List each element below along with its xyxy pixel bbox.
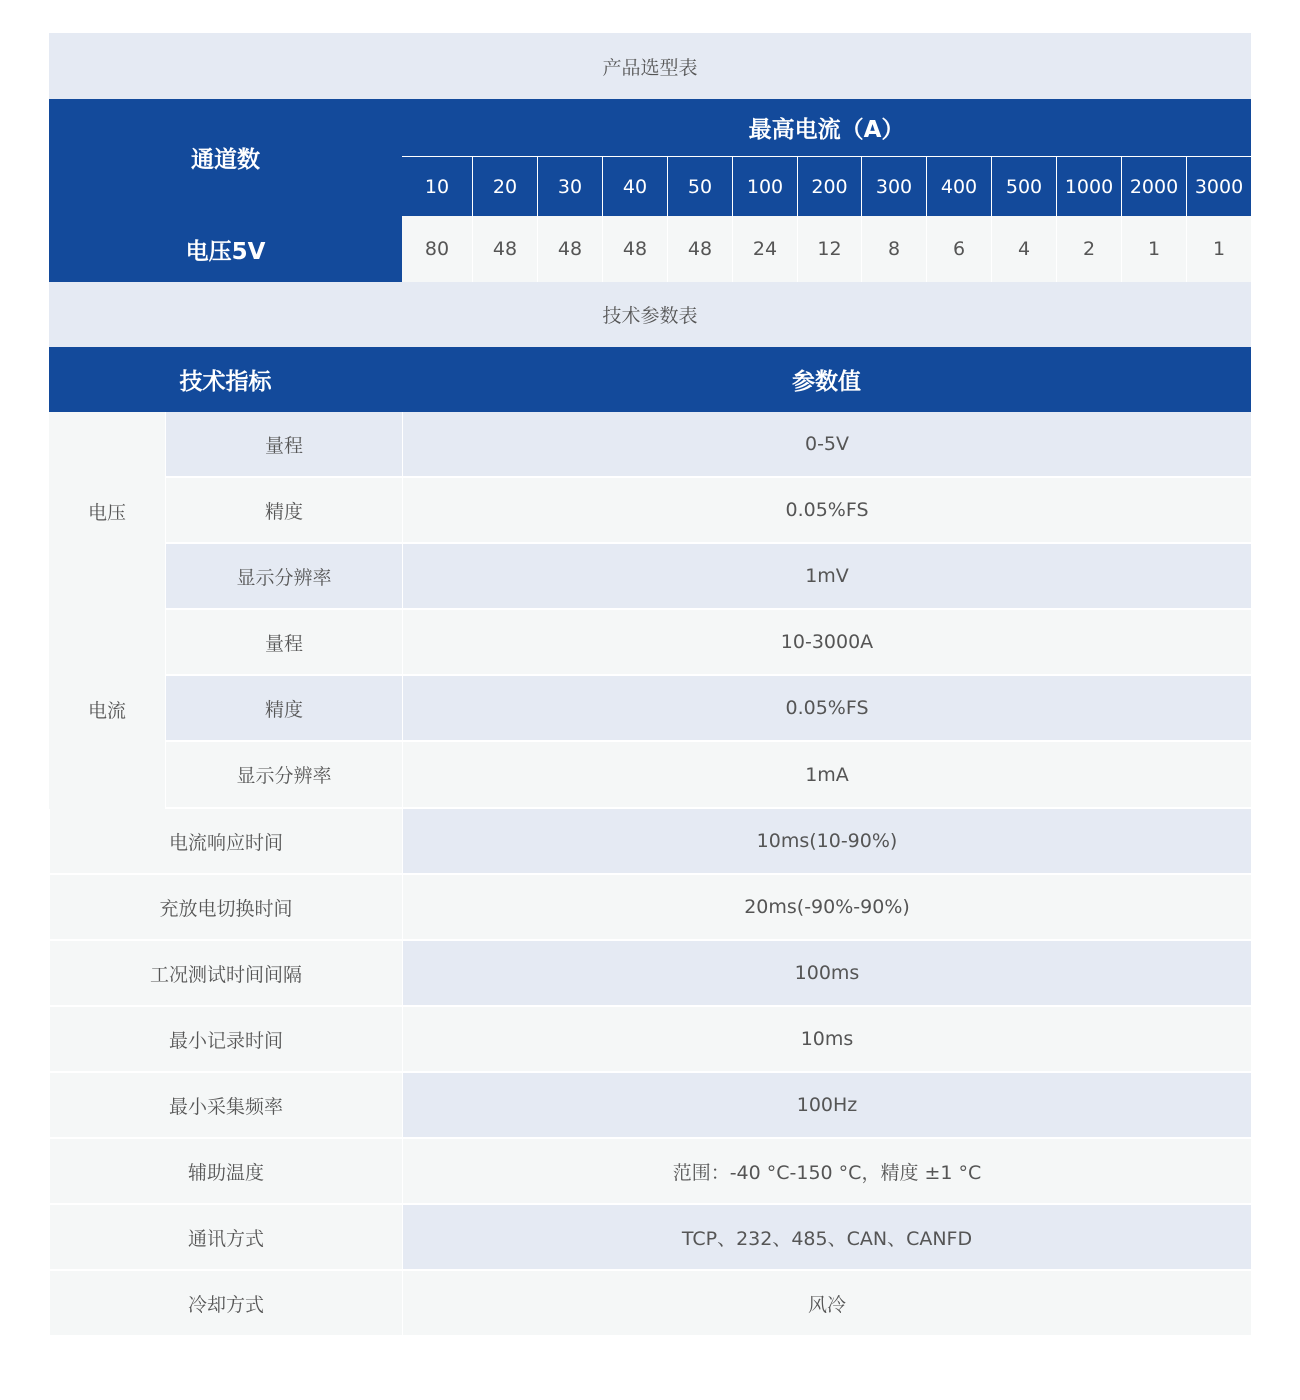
spec-name-cell: 冷却方式: [49, 1271, 402, 1337]
col-indicator-header: 技术指标: [49, 347, 402, 412]
selection-table-caption: 产品选型表: [49, 33, 1251, 99]
spec-name-cell: 精度: [165, 676, 402, 742]
spec-name-cell: 工况测试时间间隔: [49, 941, 402, 1007]
spec-value-cell: 10ms: [402, 1007, 1251, 1073]
spec-name-cell: 量程: [165, 610, 402, 676]
channel-count-cell: 12: [797, 216, 861, 282]
spec-value-cell: 100Hz: [402, 1073, 1251, 1139]
spec-name-cell: 精度: [165, 478, 402, 544]
spec-value-cell: 100ms: [402, 941, 1251, 1007]
spec-name-cell: 辅助温度: [49, 1139, 402, 1205]
spec-value-cell: 1mV: [402, 544, 1251, 610]
current-value-cell: 30: [537, 157, 602, 216]
channel-count-cell: 48: [537, 216, 602, 282]
spec-name-cell: 量程: [165, 412, 402, 478]
col-value-header: 参数值: [402, 347, 1251, 412]
spec-value-cell: 1mA: [402, 742, 1251, 809]
channel-count-cell: 48: [667, 216, 732, 282]
current-value-cell: 10: [402, 157, 472, 216]
spec-value-cell: TCP、232、485、CAN、CANFD: [402, 1205, 1251, 1271]
current-value-cell: 300: [861, 157, 926, 216]
channel-count-cell: 8: [861, 216, 926, 282]
current-header: 最高电流（A）: [402, 99, 1251, 156]
current-value-cell: 3000: [1186, 157, 1251, 216]
row-label-voltage-5v: 电压5V: [49, 216, 402, 282]
spec-table-caption: 技术参数表: [49, 282, 1251, 347]
spec-value-cell: 范围：-40 °C-150 °C，精度 ±1 °C: [402, 1139, 1251, 1205]
current-value-cell: 40: [602, 157, 667, 216]
group-label-voltage: 电压: [49, 412, 165, 610]
current-value-cell: 200: [797, 157, 861, 216]
current-value-cell: 50: [667, 157, 732, 216]
spec-name-cell: 通讯方式: [49, 1205, 402, 1271]
spec-value-cell: 0-5V: [402, 412, 1251, 478]
current-value-cell: 100: [732, 157, 797, 216]
channel-count-cell: 1: [1186, 216, 1251, 282]
header-divider: [402, 156, 1251, 157]
spec-value-cell: 0.05%FS: [402, 478, 1251, 544]
spec-value-cell: 10-3000A: [402, 610, 1251, 676]
current-value-cell: 20: [472, 157, 537, 216]
spec-name-cell: 最小记录时间: [49, 1007, 402, 1073]
current-value-cell: 2000: [1121, 157, 1186, 216]
spec-value-cell: 风冷: [402, 1271, 1251, 1337]
spec-name-cell: 电流响应时间: [49, 809, 402, 875]
spec-name-cell: 显示分辨率: [165, 742, 402, 809]
channel-count-cell: 1: [1121, 216, 1186, 282]
channel-count-cell: 48: [602, 216, 667, 282]
spec-value-cell: 0.05%FS: [402, 676, 1251, 742]
spec-name-cell: 充放电切换时间: [49, 875, 402, 941]
current-value-cell: 1000: [1056, 157, 1121, 216]
spec-name-cell: 显示分辨率: [165, 544, 402, 610]
channel-header: 通道数: [49, 99, 402, 216]
channel-count-cell: 6: [926, 216, 991, 282]
spec-value-cell: 10ms(10-90%): [402, 809, 1251, 875]
channel-count-cell: 4: [991, 216, 1056, 282]
group-label-current: 电流: [49, 610, 165, 809]
current-value-cell: 400: [926, 157, 991, 216]
channel-count-cell: 48: [472, 216, 537, 282]
current-value-cell: 500: [991, 157, 1056, 216]
spec-value-cell: 20ms(-90%-90%): [402, 875, 1251, 941]
channel-count-cell: 2: [1056, 216, 1121, 282]
channel-count-cell: 80: [402, 216, 472, 282]
spec-name-cell: 最小采集频率: [49, 1073, 402, 1139]
channel-count-cell: 24: [732, 216, 797, 282]
